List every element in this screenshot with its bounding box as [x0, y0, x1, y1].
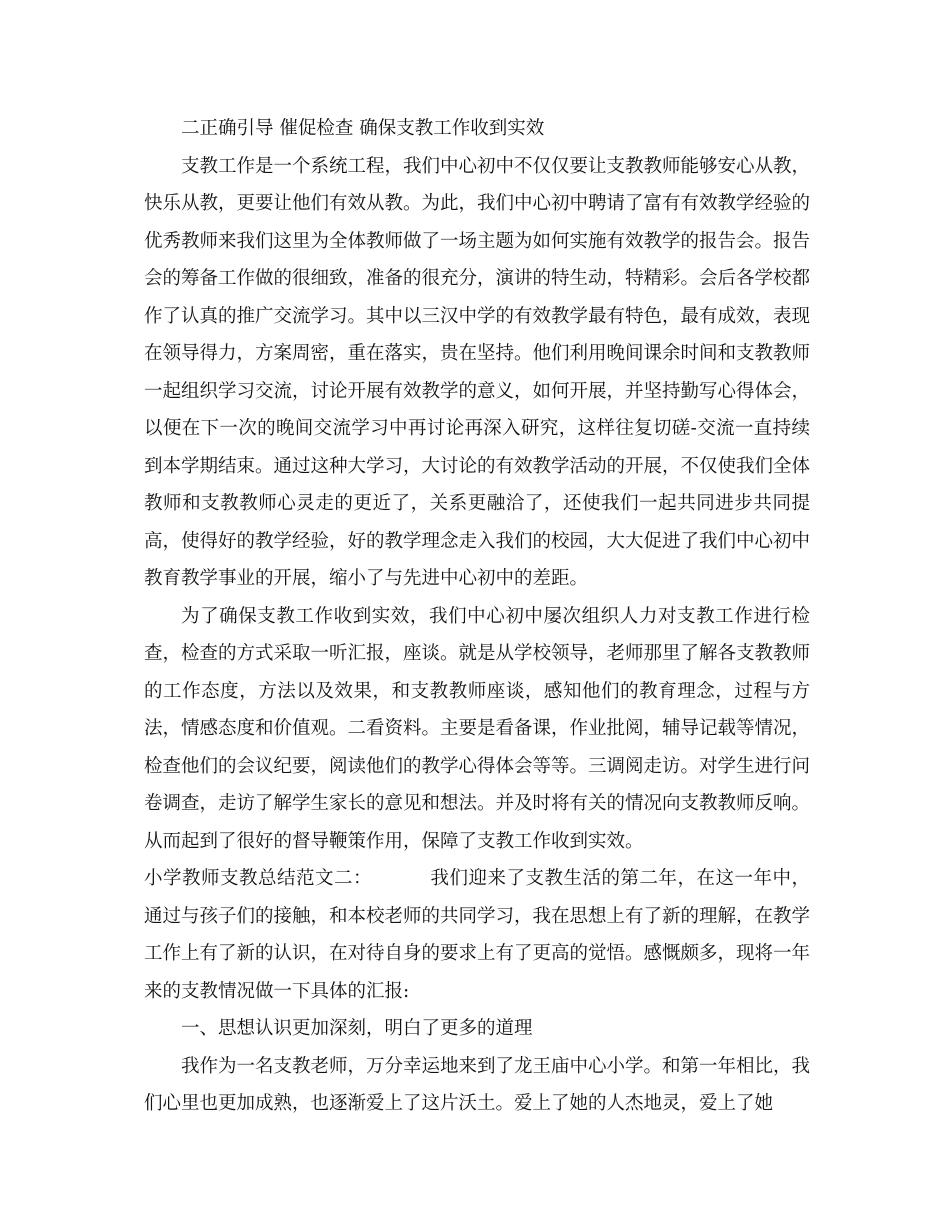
paragraph	[144, 860, 810, 1010]
document-body	[144, 110, 810, 1123]
section-heading: 二正确引导 催促检查 确保支教工作收到实效	[181, 118, 545, 139]
paragraph: 支教工作是一个系统工程，我们中心初中不仅仅要让支教教师能够安心从教，快乐从教，更要让他们有效从教。为此，我们中心初中聘请了富有有效教学经验的优秀教师来我们这里为全体教师做了一场主题为如何实施有效教学的报告会。报告会的筹备工作做的很细致，准备的很充分，演讲的特生动，特精彩。会后各学校都作了认真的推广交流学习。其中以三汉中学的有效教学最有特色，最有成效，表现在领导得力，方案周密，重在落实，贵在坚持。他们利用晚间课余时间和支教教师一起组织学习交流，讨论开展有效教学的意义，如何开展，并坚持勤写心得体会，以便在下一次的晚间交流学习中再讨论再深入研究，这样往复切磋-交流一直持续到本学期结束。通过这种大学习，大讨论的有效教学活动的开展，不仅使我们全体教师和支教教师心灵走的更近了，关系更融洽了，还使我们一起共同进步共同提高，使得好的教学经验，好的教学理念走入我们的校园，大大促进了我们中心初中教育教学事业的开展，缩小了与先进中心初中的差距。	[144, 155, 811, 589]
paragraph: 我作为一名支教老师，万分幸运地来到了龙王庙中心小学。和第一年相比，我们心里也更加成熟，也逐渐爱上了这片沃土。爱上了她的人杰地灵，爱上了她	[144, 1055, 811, 1114]
paragraph-lead: 小学教师支教总结范文二：	[144, 868, 372, 889]
paragraph: 为了确保支教工作收到实效，我们中心初中屡次组织人力对支教工作进行检查，检查的方式采取一听汇报，座谈。就是从学校领导，老师那里了解各支教教师的工作态度，方法以及效果，和支教教师座谈，感知他们的教育理念，过程与方法，情感态度和价值观。二看资料。主要是看备课，作业批阅，辅导记载等情况，检查他们的会议纪要，阅读他们的教学心得体会等等。三调阅走访。对学生进行问卷调查，走访了解学生家长的意见和想法。并及时将有关的情况向支教教师反响。从而起到了很好的督导鞭策作用，保障了支教工作收到实效。	[144, 605, 811, 852]
paragraph-body: 我们迎来了支教生活的第二年，在这一年中，通过与孩子们的接触，和本校老师的共同学习，我在思想上有了新的理解，在教学工作上有了新的认识，在对待自身的要求上有了更高的觉悟。感慨颇多，现将一年来的支教情况做一下具体的汇报:	[144, 868, 811, 1002]
section-heading: 一、思想认识更加深刻，明白了更多的道理	[181, 1018, 533, 1039]
